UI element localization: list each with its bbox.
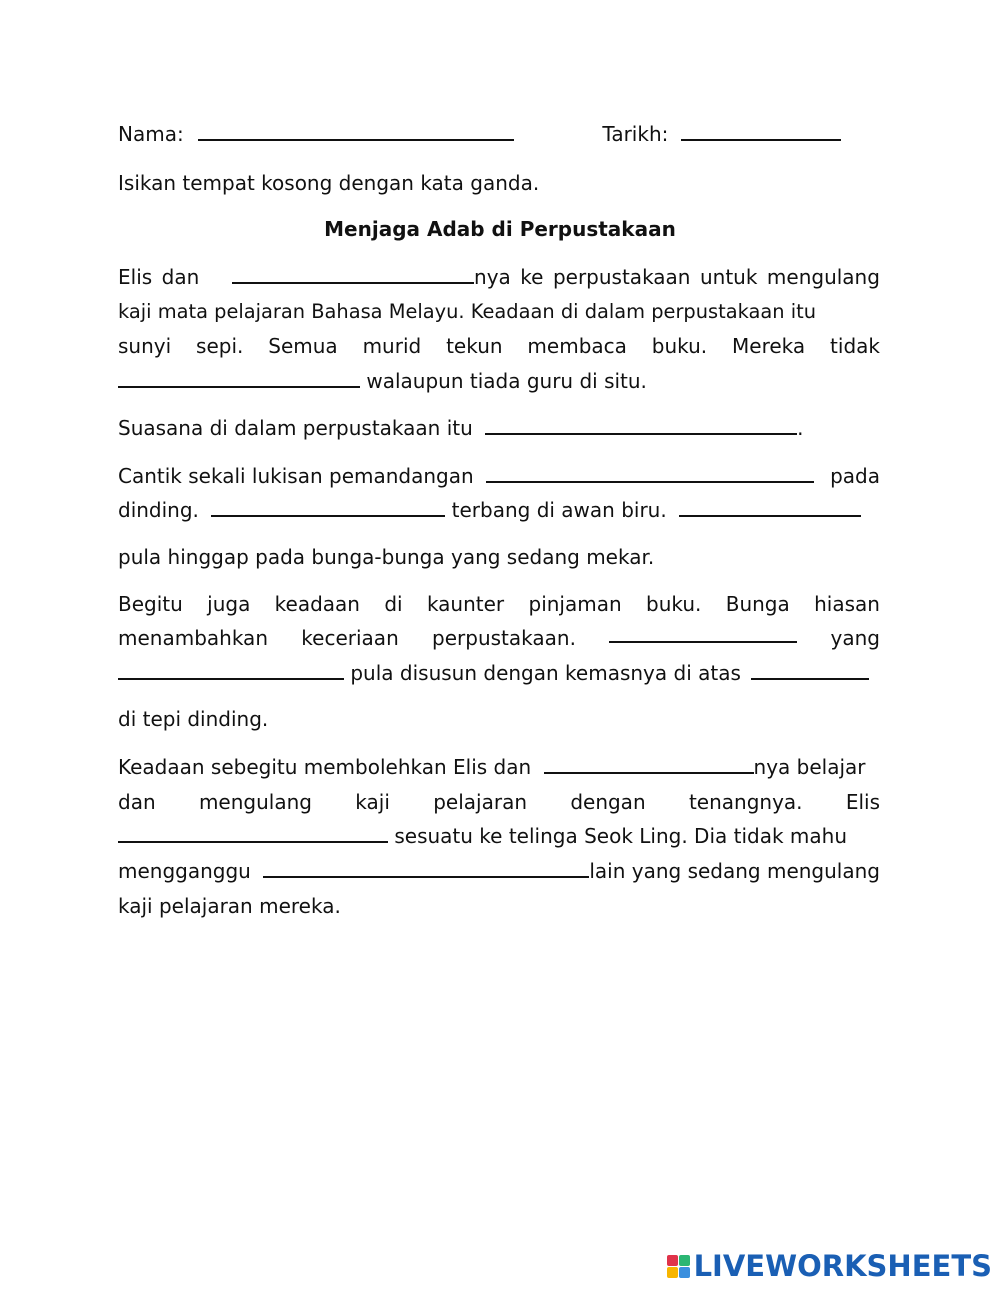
- p3-line-2: [118, 493, 880, 528]
- blank-5-field[interactable]: [211, 495, 445, 517]
- word: untuk: [699, 265, 758, 289]
- word: Suasana di dalam perpustakaan itu: [118, 416, 473, 440]
- p1-line-3: [118, 329, 880, 364]
- blank-2-field[interactable]: [118, 366, 360, 388]
- word: dengan: [570, 790, 646, 814]
- word: mengganggu: [118, 859, 251, 883]
- brand-name: LIVEWORKSHEETS: [693, 1249, 992, 1283]
- word: membaca: [527, 334, 627, 358]
- word: ke: [520, 265, 544, 289]
- tarikh-label: Tarikh:: [602, 122, 669, 146]
- word: Elis: [845, 790, 880, 814]
- word: murid: [362, 334, 422, 358]
- p5-line-1: [118, 750, 880, 785]
- word: Mereka: [732, 334, 806, 358]
- word: pelajaran: [433, 790, 527, 814]
- word: .: [797, 416, 804, 440]
- word: nya belajar: [753, 755, 866, 779]
- p4-line-2: [118, 621, 880, 656]
- p5-line-4: [118, 854, 880, 889]
- blank-11-field[interactable]: [118, 821, 388, 843]
- p2-line-1: [118, 411, 880, 446]
- word: perpustakaan: [552, 265, 691, 289]
- blank-6-field[interactable]: [679, 495, 861, 517]
- blank-10-field[interactable]: [544, 752, 754, 774]
- word: nya: [474, 265, 511, 289]
- blank-7-field[interactable]: [609, 621, 797, 643]
- word: di: [384, 592, 403, 616]
- word: perpustakaan.: [432, 626, 576, 650]
- word: sesuatu ke telinga Seok Ling. Dia tidak mahu: [394, 824, 847, 848]
- word: Keadaan sebegitu membolehkan Elis dan: [118, 755, 532, 779]
- p3-line-3: pula hinggap pada bunga-bunga yang sedang mekar.: [118, 545, 655, 569]
- p3-line-1: [118, 459, 880, 494]
- word: kaji: [355, 790, 390, 814]
- word: tekun: [446, 334, 503, 358]
- tarikh-field[interactable]: [681, 119, 841, 141]
- worksheet-title: Menjaga Adab di Perpustakaan: [324, 217, 676, 241]
- p4-line-3: [118, 656, 880, 691]
- word: tidak: [830, 334, 880, 358]
- word: pinjaman: [528, 592, 622, 616]
- word: mengulang: [766, 265, 880, 289]
- word: Semua: [268, 334, 338, 358]
- blank-8-field[interactable]: [118, 658, 344, 680]
- p1-line-4: [118, 364, 880, 399]
- word: Bunga: [725, 592, 790, 616]
- word: kaunter: [426, 592, 505, 616]
- word: Cantik sekali lukisan pemandangan: [118, 464, 474, 488]
- word: menambahkan: [118, 626, 268, 650]
- word: yang: [830, 626, 880, 650]
- word: pada: [830, 464, 880, 488]
- word: buku.: [646, 592, 702, 616]
- word: sunyi: [118, 334, 172, 358]
- blank-1-field[interactable]: [232, 262, 474, 284]
- liveworksheets-brand: [667, 1249, 992, 1283]
- word: mengulang: [198, 790, 312, 814]
- p4-line-1: [118, 587, 880, 622]
- word: keceriaan: [301, 626, 399, 650]
- word: buku.: [651, 334, 708, 358]
- word: dinding.: [118, 498, 199, 522]
- p5-line-5: kaji pelajaran mereka.: [118, 894, 341, 918]
- word: Elis: [118, 265, 153, 289]
- blank-4-field[interactable]: [486, 461, 814, 483]
- blank-12-field[interactable]: [263, 856, 589, 878]
- blank-3-field[interactable]: [485, 413, 797, 435]
- word: walaupun tiada guru di situ.: [366, 369, 647, 393]
- word: pula disusun dengan kemasnya di atas: [350, 661, 741, 685]
- word: sepi.: [196, 334, 244, 358]
- word: keadaan: [274, 592, 360, 616]
- word: hiasan: [814, 592, 880, 616]
- blank-group: [162, 260, 511, 295]
- word: Begitu: [118, 592, 183, 616]
- word: juga: [207, 592, 251, 616]
- header-row: [118, 117, 880, 152]
- liveworksheets-logo-icon: [667, 1255, 690, 1278]
- word: tenangnya.: [688, 790, 803, 814]
- word: dan: [118, 790, 156, 814]
- blank-9-field[interactable]: [751, 658, 869, 680]
- p5-line-3: [118, 819, 880, 854]
- p5-line-2: [118, 785, 880, 820]
- p1-line-2: kaji mata pelajaran Bahasa Melayu. Keadaan di dalam perpustakaan itu: [118, 300, 816, 323]
- nama-field[interactable]: [198, 119, 514, 141]
- p4-line-4: di tepi dinding.: [118, 707, 269, 731]
- word: dan: [161, 265, 200, 289]
- nama-label: Nama:: [118, 122, 184, 146]
- p1-line-1: [118, 260, 880, 295]
- word: lain yang sedang mengulang: [589, 859, 880, 883]
- instruction-text: Isikan tempat kosong dengan kata ganda.: [118, 171, 540, 195]
- word: terbang di awan biru.: [451, 498, 667, 522]
